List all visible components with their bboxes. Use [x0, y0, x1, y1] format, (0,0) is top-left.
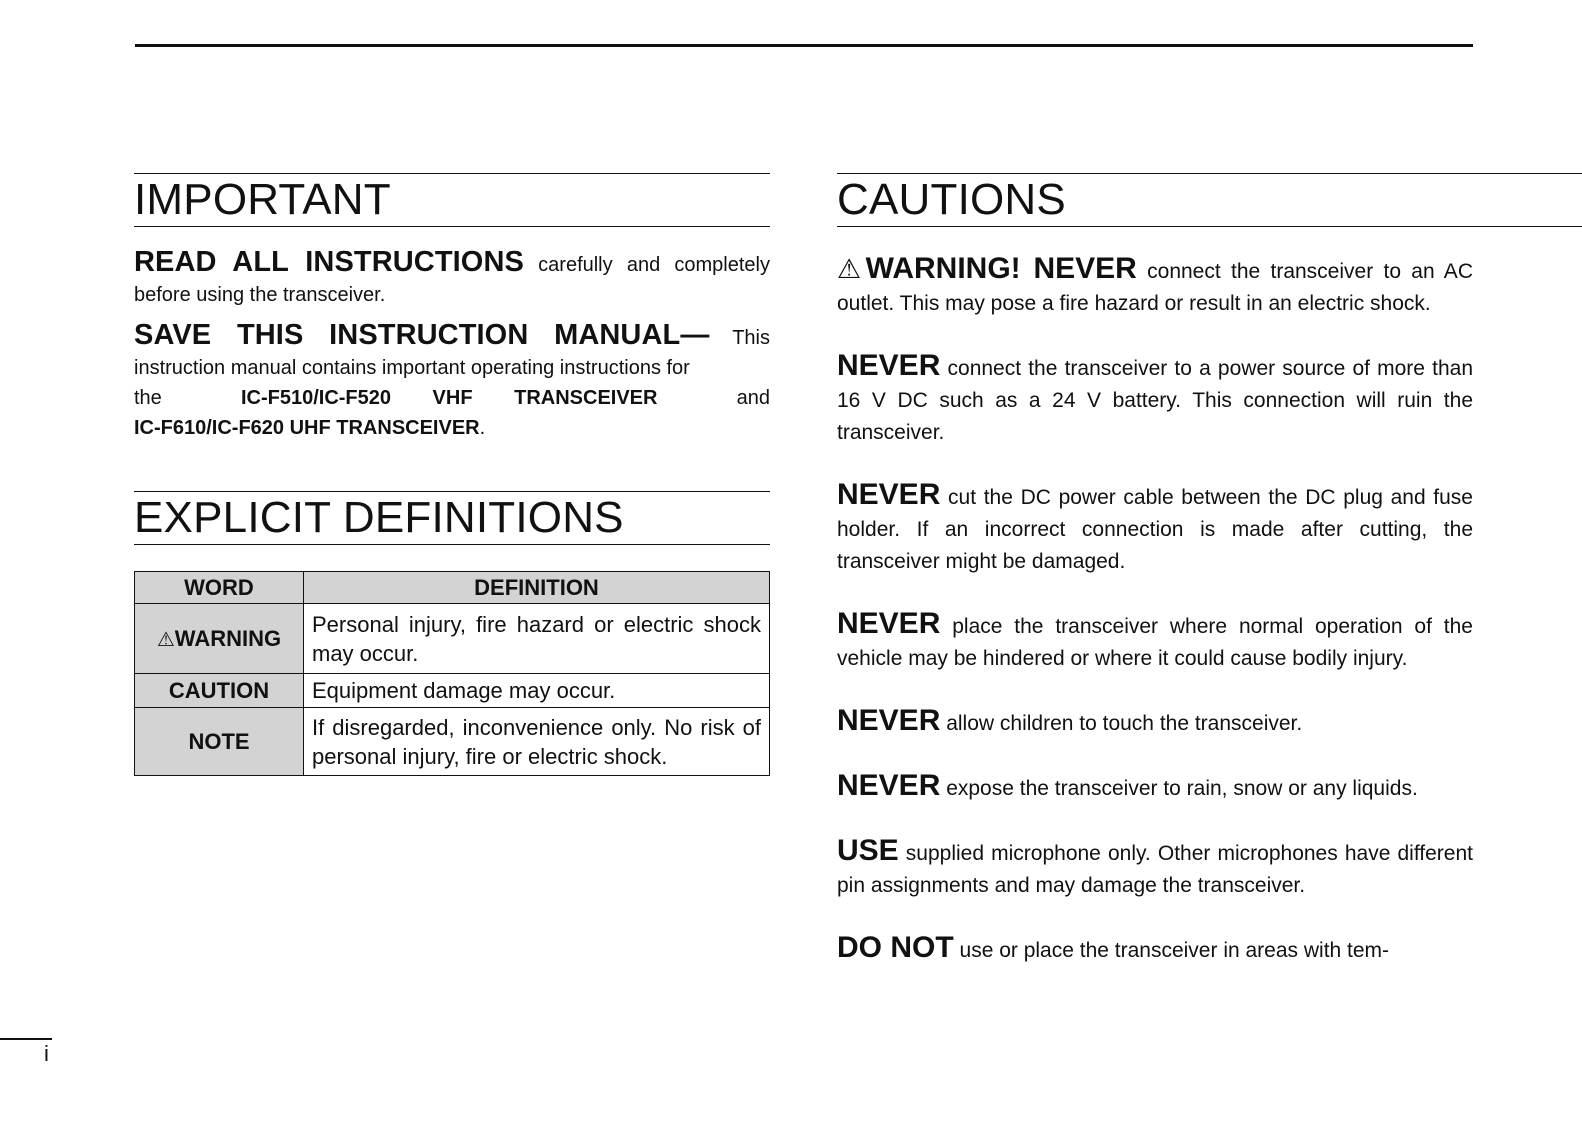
caution-item [837, 479, 1473, 578]
table-row [135, 604, 770, 674]
word-header: WORD [135, 572, 304, 604]
caution-lead: NEVER [837, 607, 941, 640]
word-caution: CAUTION [135, 674, 304, 708]
caution-lead: DO NOT [837, 931, 954, 964]
caution-lead: NEVER [837, 769, 941, 802]
cautions-heading [837, 173, 1582, 227]
definitions-title: EXPLICIT DEFINITIONS [134, 493, 624, 542]
caution-item [837, 835, 1473, 902]
word-note: NOTE [135, 708, 304, 776]
save-manual-text: This instruction manual contains important operating instructions for [134, 327, 770, 379]
definition-cell: Personal injury, fire hazard or electric shock may occur. [304, 604, 770, 674]
page-number: i [44, 1041, 49, 1066]
caution-text: place the transceiver where normal operation of the vehicle may be hindered or where it could cause bodily injury. [837, 615, 1473, 670]
caution-item [837, 705, 1473, 740]
caution-text: use or place the transceiver in areas with tem- [959, 939, 1390, 962]
read-all-text: carefully and completely before using the transceiver. [134, 254, 770, 306]
table-row [135, 674, 770, 708]
and-word: and [736, 387, 770, 409]
model-line [134, 383, 770, 413]
definitions-table [134, 571, 770, 776]
caution-text: supplied microphone only. Other microphones have different pin assignments and may damage the transceiver. [837, 842, 1473, 897]
caution-text: connect the transceiver to a power source of more than 16 V DC such as a 24 V battery. This connection will ruin the transceiver. [837, 357, 1473, 444]
left-column [134, 173, 770, 776]
caution-item [837, 608, 1473, 675]
caution-item [837, 770, 1473, 805]
cautions-title: CAUTIONS [837, 175, 1066, 224]
definition-header: DEFINITION [304, 572, 770, 604]
uhf-model: IC-F610/IC-F620 UHF TRANSCEIVER [134, 417, 480, 439]
definition-cell: Equipment damage may occur. [304, 674, 770, 708]
caution-lead: USE [837, 834, 899, 867]
table-row [135, 708, 770, 776]
caution-item [837, 932, 1473, 967]
caution-lead: NEVER [837, 704, 941, 737]
important-title: IMPORTANT [134, 175, 391, 224]
page-number-rule [0, 1038, 52, 1040]
period: . [479, 417, 486, 439]
warning-triangle-icon: ⚠ [156, 628, 175, 651]
save-manual-lead: SAVE THIS INSTRUCTION MANUAL— [134, 319, 710, 351]
read-all-lead: READ ALL INSTRUCTIONS [134, 246, 524, 278]
read-all-instructions-paragraph [134, 247, 770, 310]
vhf-model: IC-F510/IC-F520 VHF TRANSCEIVER [240, 387, 658, 409]
caution-lead: WARNING! NEVER [865, 252, 1137, 285]
word-cell [135, 604, 304, 674]
top-rule [135, 44, 1473, 47]
caution-lead: NEVER [837, 478, 941, 511]
warning-triangle-icon: ⚠ [837, 254, 866, 284]
the-word: the [134, 387, 162, 409]
save-manual-paragraph [134, 320, 770, 443]
caution-lead: NEVER [837, 349, 941, 382]
important-heading [134, 173, 770, 227]
word-warning: WARNING [174, 625, 282, 651]
caution-text: connect the transceiver to an AC outlet. This may pose a fire hazard or result in an electric shock. [837, 260, 1473, 315]
table-header-row [135, 572, 770, 604]
definitions-heading [134, 491, 770, 545]
caution-text: cut the DC power cable between the DC plug and fuse holder. If an incorrect connection is made after cutting, the transceiver might be damaged. [837, 486, 1473, 573]
definition-cell: If disregarded, inconvenience only. No risk of personal injury, fire or electric shock. [304, 708, 770, 776]
caution-item [837, 350, 1473, 449]
caution-text: expose the transceiver to rain, snow or any liquids. [946, 777, 1418, 800]
caution-item [837, 253, 1473, 320]
caution-text: allow children to touch the transceiver. [946, 712, 1303, 735]
right-column [837, 173, 1473, 967]
